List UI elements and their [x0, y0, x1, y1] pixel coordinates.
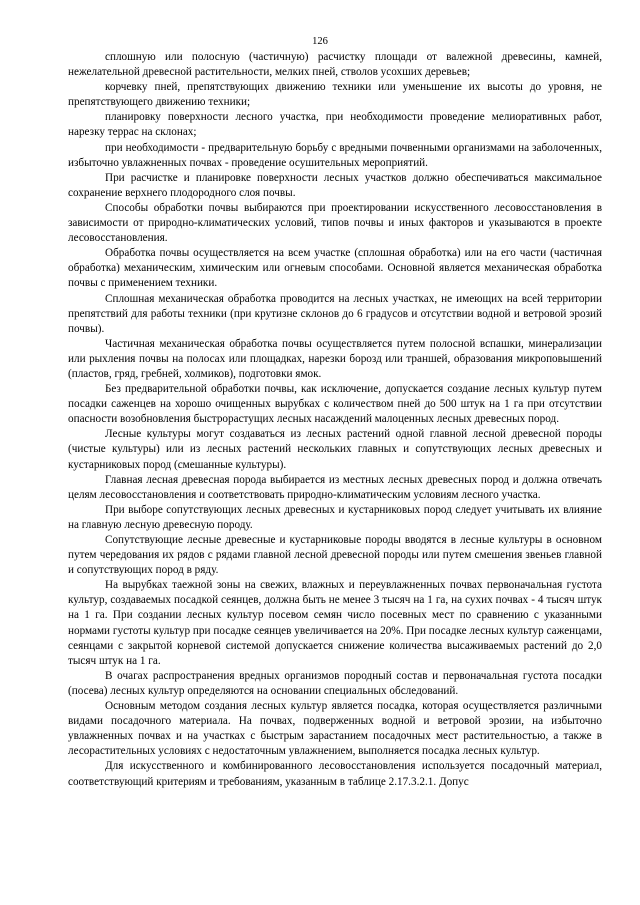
- paragraph: сплошную или полосную (частичную) расчистку площади от валежной древесины, камней, нежелательной древесной растительности, мелких пней, стволов усохших деревьев;: [68, 51, 602, 79]
- paragraph: Для искусственного и комбинированного лесовосстановления используется посадочный материал, соответствующий критериям и требованиям, указанным в таблице 2.17.3.2.1. Допус: [68, 760, 602, 788]
- paragraph: Без предварительной обработки почвы, как исключение, допускается создание лесных культур путем посадки саженцев на хорошо очищенных вырубках с количеством пней до 500 штук на 1 га при отсутствии опасности возобновления быстрорастущих лесных насаждений малоценных лесных древесных пород.: [68, 383, 602, 426]
- paragraph: При выборе сопутствующих лесных древесных и кустарниковых пород следует учитывать их влияние на главную лесную древесную породу.: [68, 503, 602, 531]
- paragraph: Основным методом создания лесных культур является посадка, которая осуществляется различными видами посадочного материала. На почвах, подверженных водной и ветровой эрозии, на избыточно увлажненных почвах и на участках с быстрым зарастанием посадочных мест растительностью, а также в лесорастительных условиях с недостаточным увлажнением, выполняется посадка лесных культур.: [68, 700, 602, 758]
- paragraph: Сопутствующие лесные древесные и кустарниковые породы вводятся в лесные культуры в основном путем чередования их рядов с рядами главной лесной древесной породы или путем смешения звеньев главной и сопутствующих пород в ряду.: [68, 534, 602, 577]
- paragraph: При расчистке и планировке поверхности лесных участков должно обеспечиваться максимальное сохранение верхнего плодородного слоя почвы.: [68, 171, 602, 199]
- paragraph: В очагах распространения вредных организмов породный состав и первоначальная густота посадки (посева) лесных культур определяются на основании специальных обследований.: [68, 669, 602, 697]
- paragraph: На вырубках таежной зоны на свежих, влажных и переувлажненных почвах первоначальная густота культур, создаваемых посадкой сеянцев, должна быть не менее 3 тысяч на 1 га, на сухих почвах - 4 тысяч штук на 1 га. При создании лесных культур посевом семян число посевных мест по сравнению с указанными нормами густоты культур при посадке сеянцев увеличивается на 20%. При посадке лесных культур саженцами, сеянцами с закрытой корневой системой допускается снижение количества высаживаемых растений до 2,0 тысяч штук на 1 га.: [68, 579, 602, 667]
- paragraph: Обработка почвы осуществляется на всем участке (сплошная обработка) или на его части (частичная обработка) механическим, химическим или огневым способами. Основной является механическая обработка почвы с применением техники.: [68, 247, 602, 290]
- page-number: 126: [312, 36, 328, 47]
- body-text: [68, 50, 602, 790]
- paragraph: корчевку пней, препятствующих движению техники или уменьшение их высоты до уровня, не препятствующего движению техники;: [68, 81, 602, 109]
- paragraph: Частичная механическая обработка почвы осуществляется путем полосной вспашки, минерализации или рыхления почвы на полосах или площадках, нарезки борозд или траншей, образования микроповышений (пластов, гряд, гребней, холмиков), подготовки ямок.: [68, 337, 602, 380]
- paragraph: Главная лесная древесная порода выбирается из местных лесных древесных пород и должна отвечать целям лесовосстановления и соответствовать природно-климатическим условиям лесного участка.: [68, 473, 602, 501]
- paragraph: при необходимости - предварительную борьбу с вредными почвенными организмами на заболоченных, избыточно увлажненных почвах - проведение осушительных мероприятий.: [68, 141, 602, 169]
- paragraph: Сплошная механическая обработка проводится на лесных участках, не имеющих на всей территории препятствий для работы техники (при крутизне склонов до 6 градусов и отсутствии водной и ветровой эрозий почвы).: [68, 292, 602, 335]
- paragraph: планировку поверхности лесного участка, при необходимости проведение мелиоративных работ, нарезку террас на склонах;: [68, 111, 602, 139]
- paragraph: Лесные культуры могут создаваться из лесных растений одной главной лесной древесной породы (чистые культуры) или из лесных растений нескольких главных и сопутствующих лесных древесных и кустарниковых пород (смешанные культуры).: [68, 428, 602, 471]
- paragraph: Способы обработки почвы выбираются при проектировании искусственного лесовосстановления в зависимости от природно-климатических условий, типов почвы и иных факторов и указываются в проекте лесовосстановления.: [68, 201, 602, 245]
